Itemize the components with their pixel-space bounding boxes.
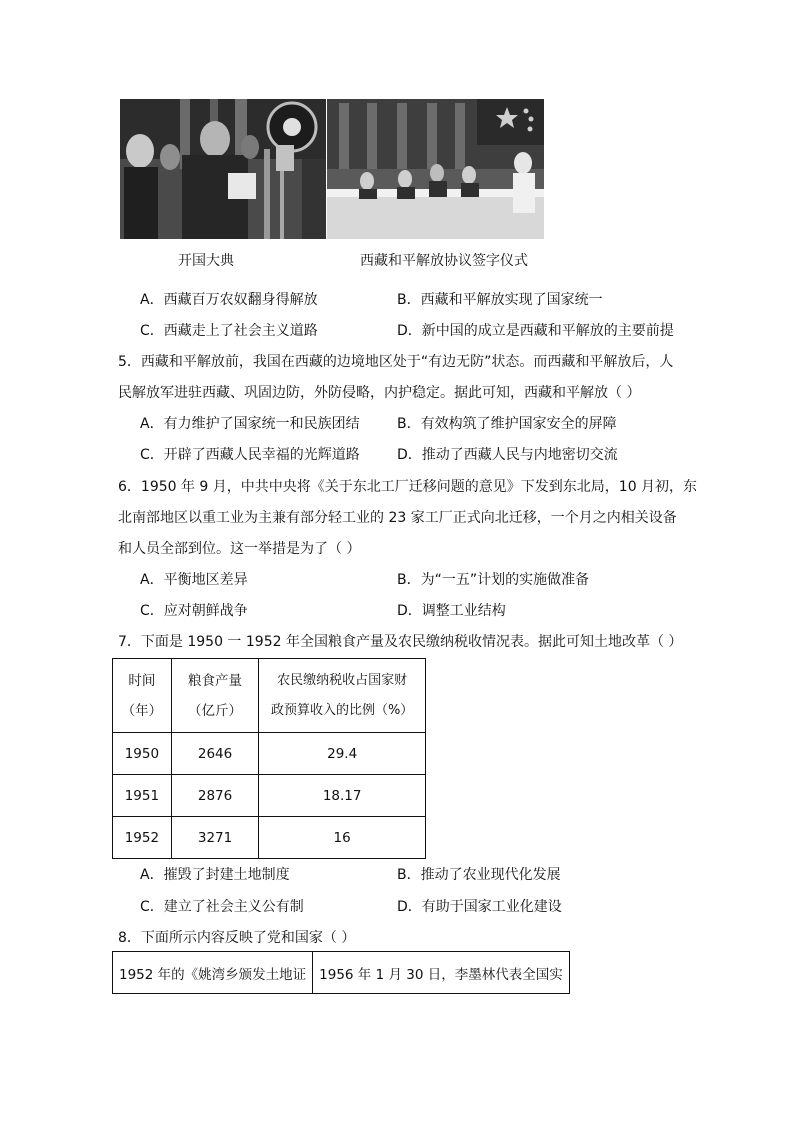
q4-option-b: B．西藏和平解放实现了国家统一 [397, 292, 603, 308]
q4-option-c: C．西藏走上了社会主义道路 [140, 323, 318, 339]
table-cell-tax: 16 [259, 817, 426, 859]
table-header-tax-ratio: 农民缴纳税收占国家财 政预算收入的比例（%） [259, 659, 426, 733]
table-header-row [113, 659, 426, 733]
table-cell-year: 1951 [113, 775, 172, 817]
q7-option-c: C．建立了社会主义公有制 [140, 899, 304, 915]
q5-option-b: B．有效构筑了维护国家安全的屏障 [397, 416, 617, 432]
table-cell-tax: 18.17 [259, 775, 426, 817]
q4-option-a: A．西藏百万农奴翻身得解放 [140, 292, 318, 308]
right-photo-caption: 西藏和平解放协议签字仪式 [360, 253, 528, 269]
q6-stem-line3: 和人员全部到位。这一举措是为了（ ） [118, 541, 361, 557]
left-photo-caption: 开国大典 [178, 253, 234, 269]
table-header-grain: 粮食产量 （亿斤） [171, 659, 258, 733]
table-cell-grain: 2876 [171, 775, 258, 817]
q6-stem-line2: 北南部地区以重工业为主兼有部分轻工业的 23 家工厂正式向北迁移，一个月之内相关设备 [118, 510, 677, 526]
grain-tax-table [112, 658, 426, 859]
q6-option-a: A．平衡地区差异 [140, 572, 248, 588]
q6-option-c: C．应对朝鲜战争 [140, 603, 248, 619]
q6-stem-line1: 6．1950 年 9 月，中共中央将《关于东北工厂迁移问题的意见》下发到东北局，10 月初，东 [118, 479, 698, 495]
q6-option-b: B．为“一五”计划的实施做准备 [397, 572, 590, 588]
table-row [113, 775, 426, 817]
table-cell-year: 1950 [113, 733, 172, 775]
founding-ceremony-image [120, 99, 326, 239]
table-cell-grain: 2646 [171, 733, 258, 775]
table-row [113, 817, 426, 859]
q7-option-d: D．有助于国家工业化建设 [397, 899, 562, 915]
table-row [113, 733, 426, 775]
q7-option-a: A．摧毁了封建土地制度 [140, 867, 290, 883]
q5-stem-line1: 5．西藏和平解放前，我国在西藏的边境地区处于“有边无防”状态。而西藏和平解放后，人 [118, 354, 674, 370]
q4-option-d: D．新中国的成立是西藏和平解放的主要前提 [397, 323, 674, 339]
q5-option-c: C．开辟了西藏人民幸福的光辉道路 [140, 447, 360, 463]
q8-stem: 8．下面所示内容反映了党和国家（ ） [118, 930, 356, 946]
table-cell-year: 1952 [113, 817, 172, 859]
table-header-year: 时间 （年） [113, 659, 172, 733]
q8-material-table [112, 951, 570, 994]
q8-material-cell-1: 1952 年的《姚湾乡颁发土地证 [113, 952, 313, 994]
q6-option-d: D．调整工业结构 [397, 603, 506, 619]
q8-material-cell-2: 1956 年 1 月 30 日，李墨林代表全国实 [313, 952, 570, 994]
q7-option-b: B．推动了农业现代化发展 [397, 867, 561, 883]
tibet-agreement-signing-photo [327, 99, 544, 239]
table-cell-tax: 29.4 [259, 733, 426, 775]
q5-option-a: A．有力维护了国家统一和民族团结 [140, 416, 360, 432]
table-row [113, 952, 570, 994]
q5-stem-line2: 民解放军进驻西藏、巩固边防，外防侵略，内护稳定。据此可知，西藏和平解放（ ） [118, 385, 641, 401]
tibet-signing-image [327, 99, 544, 239]
founding-ceremony-photo [120, 99, 326, 239]
q7-stem: 7．下面是 1950 一 1952 年全国粮食产量及农民缴纳税收情况表。据此可知土地改革（ ） [118, 634, 683, 650]
table-cell-grain: 3271 [171, 817, 258, 859]
q5-option-d: D．推动了西藏人民与内地密切交流 [397, 447, 618, 463]
